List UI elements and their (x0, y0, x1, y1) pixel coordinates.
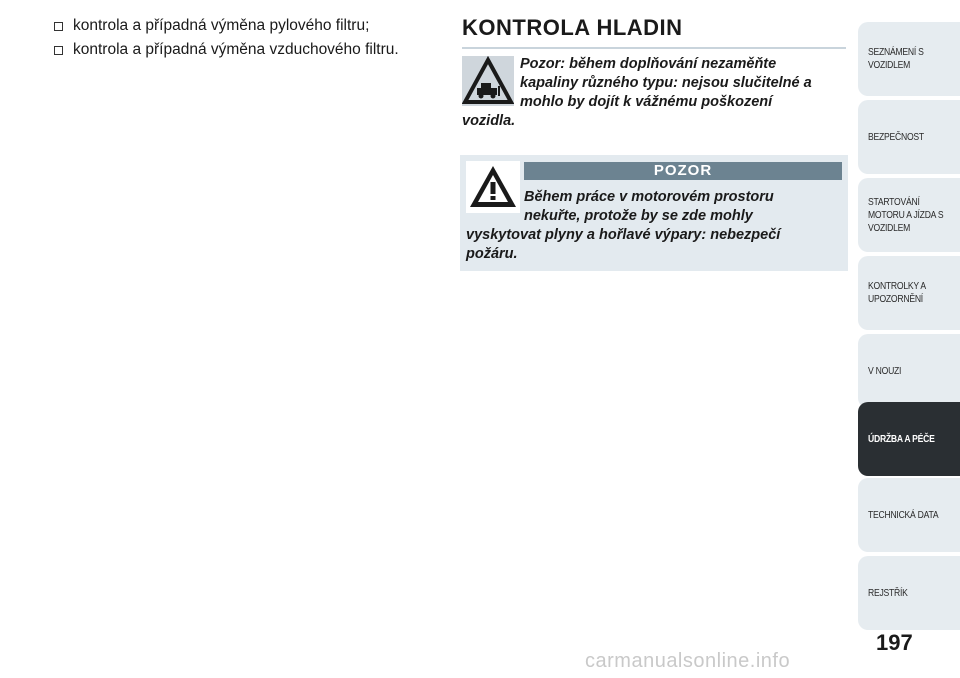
danger-panel (460, 155, 848, 271)
divider (462, 47, 846, 49)
section-title: KONTROLA HLADIN (462, 15, 683, 40)
tab-technicka-data[interactable] (858, 478, 960, 552)
tab-udrzba[interactable] (858, 402, 960, 476)
tab-bezpecnost[interactable] (858, 100, 960, 174)
caution-note (462, 55, 846, 131)
danger-line: Během práce v motorovém prostoru (524, 189, 774, 205)
tab-label: ÚDRŽBA A PÉČE (868, 432, 935, 445)
tab-label: V NOUZI (868, 364, 902, 377)
caution-line: Pozor: během doplňování nezaměňte (520, 56, 777, 72)
tab-label: TECHNICKÁ DATA (868, 508, 939, 521)
page-number: 197 (876, 630, 913, 655)
tab-label: BEZPEČNOST (868, 130, 924, 143)
tab-label: STARTOVÁNÍ MOTORU A JÍZDA S VOZIDLEM (868, 195, 944, 234)
bullet-item (54, 14, 434, 38)
bullet-text: kontrola a případná výměna vzduchového filtru. (73, 41, 399, 58)
danger-line: nekuřte, protože by se zde mohly (524, 208, 753, 224)
caution-line: vozidla. (462, 113, 516, 129)
watermark: carmanualsonline.info (585, 650, 791, 672)
checkbox-icon (54, 46, 63, 55)
tab-seznameni[interactable] (858, 22, 960, 96)
tab-kontrolky[interactable] (858, 256, 960, 330)
caution-line: kapaliny různého typu: nejsou slučitelné a (520, 75, 812, 91)
bullet-text: kontrola a případná výměna pylového filtru; (73, 17, 370, 34)
tab-startovani[interactable] (858, 178, 960, 252)
tab-label: REJSTŘÍK (868, 586, 908, 599)
checkbox-icon (54, 22, 63, 31)
danger-text (466, 188, 842, 264)
danger-line: vyskytovat plyny a hořlavé výpary: nebezpečí (466, 227, 781, 243)
tab-label: SEZNÁMENÍ S VOZIDLEM (868, 46, 924, 71)
pozor-label: POZOR (524, 162, 842, 180)
caution-line: mohlo by dojít k vážnému poškození (520, 94, 773, 110)
danger-line: požáru. (466, 246, 518, 262)
car-lift-warning-icon (462, 56, 514, 106)
tab-label: KONTROLKY A UPOZORNĚNÍ (868, 280, 926, 305)
tab-rejstrik[interactable] (858, 556, 960, 630)
bullet-list (54, 14, 434, 62)
tab-v-nouzi[interactable] (858, 334, 960, 408)
bullet-item (54, 38, 434, 62)
